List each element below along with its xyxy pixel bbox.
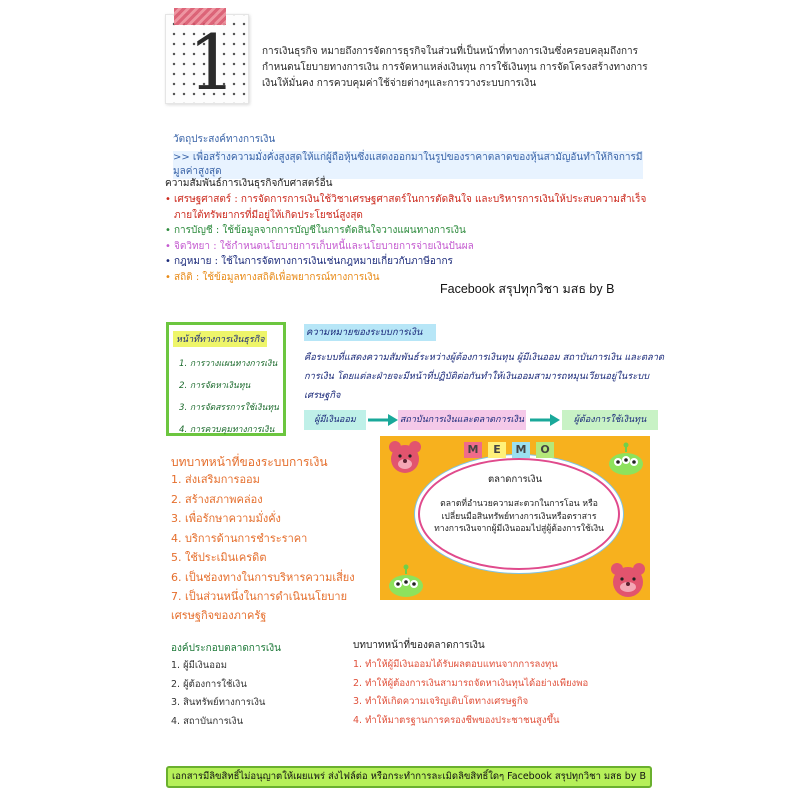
bear-icon bbox=[610, 562, 646, 598]
relation-psychology: • จิตวิทยา : ใช้กำหนดนโยบายการเก็บหนี้และนโยบายการจ่ายเงินปันผล bbox=[165, 239, 655, 255]
market-role-item: 3. ทำให้เกิดความเจริญเติบโตทางเศรษฐกิจ bbox=[353, 696, 529, 707]
market-role-item: 4. ทำให้มาตรฐานการครองชีพของประชาชนสูงขึ้น bbox=[353, 714, 560, 726]
memo-letters bbox=[464, 442, 554, 458]
intro-paragraph: การเงินธุรกิจ หมายถึงการจัดการธุรกิจในส่วนที่เป็นหน้าที่ทางการเงินซึ่งครอบคลุมถึงการกำหนดนโยบายทางการเงิน การจัดหาแหล่งเงินทุน การใช้เงินทุน การจัดโครงสร้างทางการเงินให้มั่นคง การควบคุมค่าใช้จ่ายต่างๆและการวางระบบการเงิน bbox=[262, 46, 648, 89]
market-role-item: 1. ทำให้ผู้มีเงินออมได้รับผลตอบแทนจากการลงทุน bbox=[353, 659, 558, 670]
role-item: 1. ส่งเสริมการออม bbox=[171, 473, 260, 486]
credit-text: Facebook สรุปทุกวิชา มสธ by B bbox=[440, 282, 615, 296]
market-roles-title: บทบาทหน้าที่ของตลาดการเงิน bbox=[353, 640, 485, 651]
alien-icon bbox=[386, 564, 426, 598]
duties-title: หน้าที่ทางการเงินธุรกิจ bbox=[173, 331, 267, 347]
components-list bbox=[171, 657, 265, 731]
role-item: 5. ใช้ประเมินเครดิต bbox=[171, 551, 267, 564]
roles-extra: เศรษฐกิจของภาครัฐ bbox=[171, 609, 267, 622]
alien-icon bbox=[606, 442, 646, 476]
chapter-number: 1 bbox=[188, 18, 237, 107]
objective-title: วัตถุประสงค์ทางการเงิน bbox=[173, 134, 276, 145]
role-item: 3. เพื่อรักษาความมั่งคั่ง bbox=[171, 512, 281, 525]
duties-list bbox=[179, 353, 279, 441]
relation-accounting: • การบัญชี : ใช้ข้อมูลจากการบัญชีในการตัดสินใจวางแผนทางการเงิน bbox=[165, 223, 655, 239]
flow-borrowers: ผู้ต้องการใช้เงินทุน bbox=[562, 410, 658, 430]
memo-title: ตลาดการเงิน bbox=[487, 474, 543, 485]
duty-item: 3. การจัดสรรการใช้เงินทุน bbox=[179, 403, 279, 413]
financial-system-text: คือระบบที่แสดงความสัมพันธ์ระหว่างผู้ต้องการเงินทุน ผู้มีเงินออม สถาบันการเงิน และตลาดการเงิน โดยแต่ละฝ่ายจะมีหน้าที่ปฏิบัติต่อกันทำให้เงินออมสามารถหมุนเวียนอยู่ในระบบเศรษฐกิจ bbox=[304, 352, 664, 401]
market-roles-list bbox=[353, 656, 653, 730]
memo-letter: E bbox=[488, 442, 506, 458]
copyright-footer: เอกสารมีลิขสิทธิ์ไม่อนุญาตให้เผยแพร่ ส่งไฟล์ต่อ หรือกระทำการละเมิดลิขสิทธิ์ใดๆ Facebook สรุปทุกวิชา มสธ by B bbox=[166, 766, 652, 788]
relation-law: • กฎหมาย : ใช้ในการจัดทางการเงินเช่นกฎหมายเกี่ยวกับภาษีอากร bbox=[165, 254, 655, 270]
role-item: 6. เป็นช่องทางในการบริหารความเสี่ยง bbox=[171, 570, 355, 584]
duties-box bbox=[166, 322, 286, 436]
components-title: องค์ประกอบตลาดการเงิน bbox=[171, 643, 281, 654]
flow-savers: ผู้มีเงินออม bbox=[304, 410, 366, 430]
memo-card bbox=[380, 436, 650, 600]
duty-item: 1. การวางแผนทางการเงิน bbox=[179, 359, 278, 369]
memo-letter: O bbox=[536, 442, 554, 458]
memo-letter: M bbox=[512, 442, 530, 458]
arrow-right-icon bbox=[368, 413, 398, 427]
duty-item: 4. การควบคุมทางการเงิน bbox=[179, 425, 275, 435]
roles-list bbox=[171, 470, 391, 607]
relation-statistics: • สถิติ : ใช้ข้อมูลทางสถิติเพื่อพยากรณ์ทางการเงิน bbox=[165, 270, 655, 286]
relations-title: ความสัมพันธ์การเงินธุรกิจกับศาสตร์อื่น bbox=[165, 178, 333, 189]
chapter-number-tile bbox=[165, 14, 249, 107]
component-item: 2. ผู้ต้องการใช้เงิน bbox=[171, 678, 247, 690]
arrow-right-icon bbox=[530, 413, 560, 427]
component-item: 1. ผู้มีเงินออม bbox=[171, 660, 227, 671]
role-item: 7. เป็นส่วนหนึ่งในการดำเนินนโยบาย bbox=[171, 590, 348, 603]
objective-text: >> เพื่อสร้างความมั่งคั่งสูงสุดให้แก่ผู้ถือหุ้นซึ่งแสดงออกมาในรูปของราคาตลาดของหุ้นสามัญอันทำให้กิจการมีมูลค่าสูงสุด bbox=[173, 152, 643, 177]
relation-economics: • เศรษฐศาสตร์ : การจัดการการเงินใช้วิชาเศรษฐศาสตร์ในการตัดสินใจ และบริหารการเงินให้ประสบความสำเร็จภายใต้ทรัพยากรที่มีอยู่ให้เกิดประโยชน์สูงสุด bbox=[165, 192, 655, 223]
financial-system-title: ความหมายของระบบการเงิน bbox=[304, 324, 436, 341]
role-item: 2. สร้างสภาพคล่อง bbox=[171, 492, 263, 506]
component-item: 4. สถาบันการเงิน bbox=[171, 715, 244, 727]
market-role-item: 2. ทำให้ผู้ต้องการเงินสามารถจัดหาเงินทุนได้อย่างเพียงพอ bbox=[353, 677, 589, 689]
role-item: 4. บริการด้านการชำระราคา bbox=[171, 531, 308, 545]
bear-icon bbox=[388, 440, 422, 474]
duty-item: 2. การจัดหาเงินทุน bbox=[179, 381, 251, 391]
roles-title: บทบาทหน้าที่ของระบบการเงิน bbox=[171, 455, 328, 469]
component-item: 3. สินทรัพย์ทางการเงิน bbox=[171, 697, 266, 708]
memo-text: ตลาดที่อำนวยความสะดวกในการโอน หรือเปลี่ยนมือสินทรัพย์ทางการเงินหรือตราสารทางการเงินจากผู้มีเงินออมไปสู่ผู้ต้องการใช้เงิน bbox=[434, 499, 604, 534]
relations-list bbox=[165, 192, 655, 285]
flow-institutions: สถาบันการเงินและตลาดการเงิน bbox=[398, 410, 526, 430]
memo-letter: M bbox=[464, 442, 482, 458]
